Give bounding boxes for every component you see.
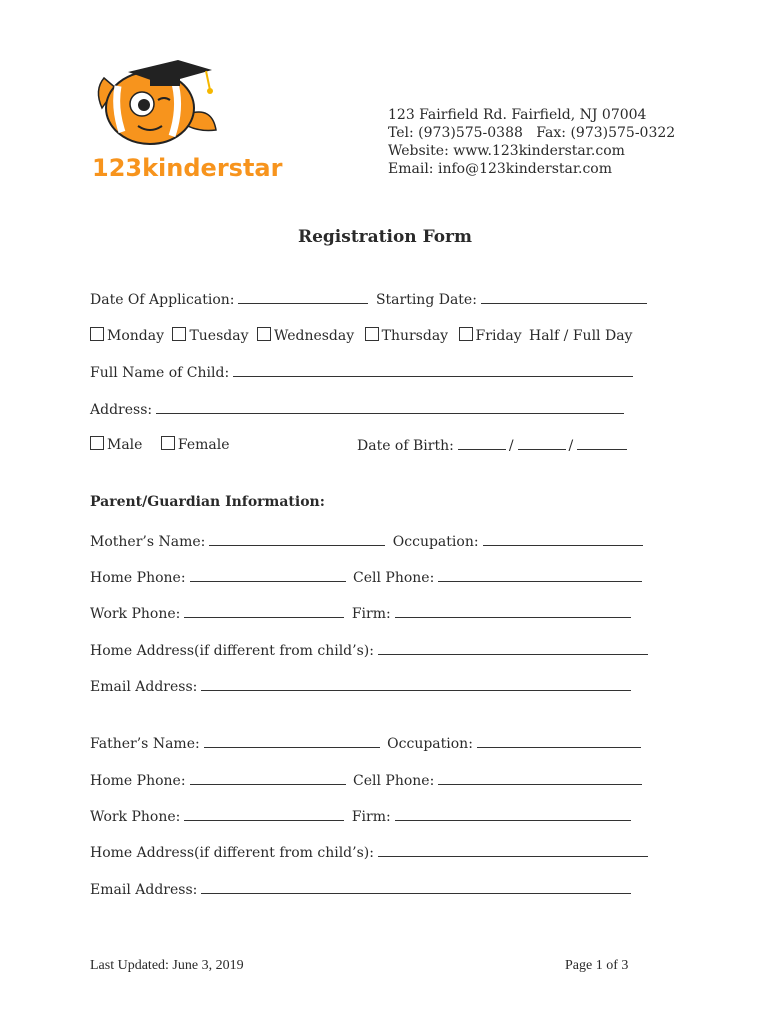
father-home-phone-label: Home Phone: — [90, 773, 186, 789]
mother-occupation-field[interactable] — [483, 531, 643, 546]
wednesday-checkbox[interactable] — [257, 327, 271, 341]
phone-line — [388, 124, 675, 142]
mother-email-row — [90, 676, 634, 696]
thursday-label: Thursday — [381, 328, 449, 344]
monday-label: Monday — [107, 328, 164, 344]
father-work-row — [90, 806, 634, 826]
thursday-checkbox[interactable] — [365, 327, 379, 341]
male-checkbox[interactable] — [90, 436, 104, 450]
father-cell-phone-label: Cell Phone: — [353, 773, 435, 789]
date-of-application-field[interactable] — [238, 289, 368, 304]
father-home-address-row — [90, 842, 651, 862]
dob-label: Date of Birth: — [357, 438, 454, 454]
friday-checkbox[interactable] — [459, 327, 473, 341]
page-title: Registration Form — [297, 227, 473, 247]
dob-day-field[interactable] — [518, 435, 566, 450]
father-home-address-field[interactable] — [378, 842, 648, 857]
mother-home-address-row — [90, 640, 651, 660]
mother-cell-phone-field[interactable] — [438, 567, 642, 582]
tuesday-checkbox[interactable] — [172, 327, 186, 341]
dob-slash-2: / — [568, 438, 574, 454]
father-name-field[interactable] — [204, 733, 380, 748]
last-updated: Last Updated: June 3, 2019 — [90, 958, 244, 973]
mother-home-phone-field[interactable] — [190, 567, 346, 582]
dob-year-field[interactable] — [577, 435, 627, 450]
father-home-address-label: Home Address(if different from child’s): — [90, 845, 374, 861]
date-of-application-label: Date Of Application: — [90, 292, 235, 308]
mother-name-row — [90, 531, 646, 551]
clownfish-mascot-icon — [88, 56, 283, 186]
friday-label: Friday — [475, 328, 522, 344]
mother-home-phone-label: Home Phone: — [90, 570, 186, 586]
father-cell-phone-field[interactable] — [438, 770, 642, 785]
mother-name-label: Mother’s Name: — [90, 534, 206, 550]
female-checkbox[interactable] — [161, 436, 175, 450]
mother-home-address-field[interactable] — [378, 640, 648, 655]
father-work-phone-label: Work Phone: — [90, 809, 181, 825]
father-name-row — [90, 733, 644, 753]
father-occupation-label: Occupation: — [387, 736, 473, 752]
mother-name-field[interactable] — [209, 531, 385, 546]
father-home-phone-field[interactable] — [190, 770, 346, 785]
half-full-day-label: Half / Full Day — [529, 328, 633, 344]
mother-work-phone-field[interactable] — [184, 603, 344, 618]
address-field[interactable] — [156, 399, 624, 414]
tel: Tel: (973)575-0388 — [388, 125, 523, 141]
father-email-row — [90, 879, 634, 899]
father-firm-label: Firm: — [351, 809, 391, 825]
website-line: Website: www.123kinderstar.com — [388, 143, 625, 159]
page-number: Page 1 of 3 — [565, 958, 629, 973]
mother-phone-row — [90, 567, 645, 587]
father-name-label: Father’s Name: — [90, 736, 200, 752]
gender-row — [90, 435, 230, 455]
mother-work-phone-label: Work Phone: — [90, 606, 181, 622]
tuesday-label: Tuesday — [189, 328, 249, 344]
mother-firm-field[interactable] — [395, 603, 631, 618]
monday-checkbox[interactable] — [90, 327, 104, 341]
address-row — [90, 399, 627, 419]
dates-row — [90, 289, 650, 309]
mother-cell-phone-label: Cell Phone: — [353, 570, 435, 586]
contact-block — [388, 106, 675, 178]
mother-occupation-label: Occupation: — [392, 534, 479, 550]
address-line: 123 Fairfield Rd. Fairfield, NJ 07004 — [388, 107, 647, 123]
dob-month-field[interactable] — [458, 435, 506, 450]
email-line: Email: info@123kinderstar.com — [388, 161, 613, 177]
male-label: Male — [107, 437, 143, 453]
starting-date-field[interactable] — [481, 289, 647, 304]
father-email-field[interactable] — [201, 879, 631, 894]
kinderstar-logo — [88, 56, 283, 186]
mother-email-field[interactable] — [201, 676, 631, 691]
full-name-field[interactable] — [233, 362, 633, 377]
days-row — [90, 326, 522, 346]
full-name-label: Full Name of Child: — [90, 365, 230, 381]
father-firm-field[interactable] — [395, 806, 631, 821]
mother-home-address-label: Home Address(if different from child’s): — [90, 643, 374, 659]
mother-work-row — [90, 603, 634, 623]
wednesday-label: Wednesday — [273, 328, 355, 344]
father-email-label: Email Address: — [90, 882, 198, 898]
dob-row — [357, 435, 630, 455]
mother-firm-label: Firm: — [351, 606, 391, 622]
dob-slash-1: / — [508, 438, 514, 454]
fax: Fax: (973)575-0322 — [536, 125, 676, 141]
father-phone-row — [90, 770, 645, 790]
address-label: Address: — [90, 402, 153, 418]
full-name-row — [90, 362, 636, 382]
father-occupation-field[interactable] — [477, 733, 641, 748]
logo-wordmark: 123kinderstar — [92, 154, 283, 182]
mother-email-label: Email Address: — [90, 679, 198, 695]
parent-section-heading: Parent/Guardian Information: — [90, 494, 325, 510]
female-label: Female — [177, 437, 230, 453]
starting-date-label: Starting Date: — [375, 292, 477, 308]
father-work-phone-field[interactable] — [184, 806, 344, 821]
